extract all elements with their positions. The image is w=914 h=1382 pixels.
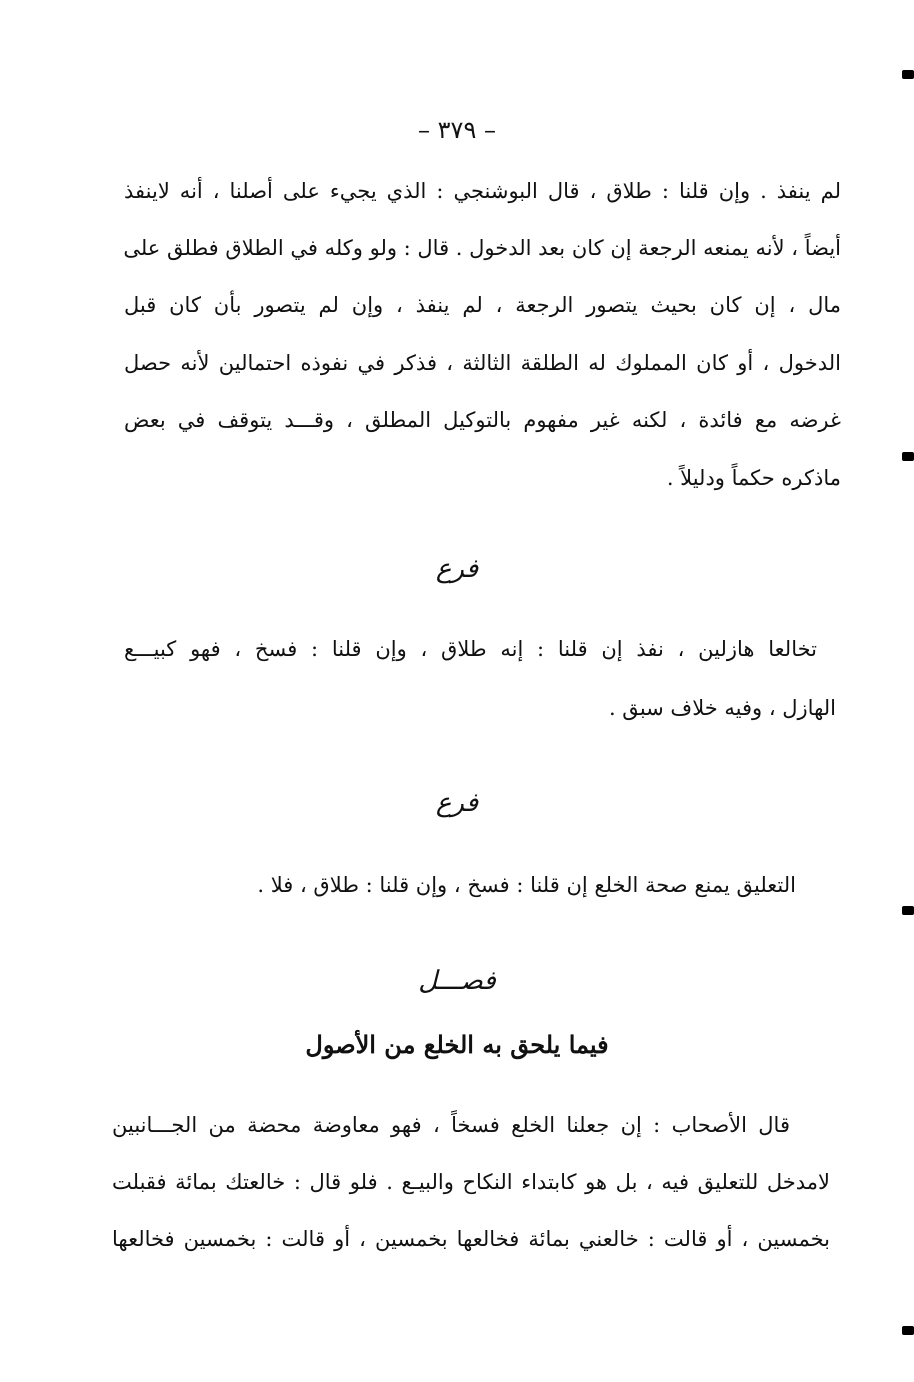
text-line: بخمسين ، أو قالت : خالعني بمائة فخالعها بخمسين ، أو قالت : بخمسين فخالعها bbox=[112, 1227, 830, 1251]
chapter-heading: فصـــل bbox=[418, 966, 496, 996]
text-line: مال ، إن كان بحيث يتصور الرجعة ، لم ينفذ ، وإن لم يتصور بأن كان قبل bbox=[124, 293, 841, 317]
text-line: أيضاً ، لأنه يمنعه الرجعة إن كان بعد الدخول . قال : ولو وكله في الطلاق فطلق على bbox=[123, 236, 841, 260]
text-line: لم ينفذ . وإن قلنا : طلاق ، قال البوشنجي : الذي يجيء على أصلنا ، أنه لاينفذ bbox=[124, 179, 841, 203]
text-line: التعليق يمنع صحة الخلع إن قلنا : فسخ ، وإن قلنا : طلاق ، فلا . bbox=[257, 873, 796, 897]
text-line: ماذكره حكماً ودليلاً . bbox=[666, 466, 841, 490]
text-line: الهازل ، وفيه خلاف سبق . bbox=[608, 696, 836, 720]
binding-mark bbox=[902, 906, 914, 915]
binding-mark bbox=[902, 70, 914, 79]
section-heading: فرع bbox=[435, 788, 479, 818]
text-line: لامدخل للتعليق فيه ، بل هو كابتداء النكاح والبيـع . فلو قال : خالعتك بمائة فقبلت bbox=[112, 1170, 830, 1194]
text-line: الدخول ، أو كان المملوك له الطلقة الثالثة ، فذكر في نفوذه احتمالين لأنه حصل bbox=[124, 351, 841, 375]
text-line: قال الأصحاب : إن جعلنا الخلع فسخاً ، فهو معاوضة محضة من الجـــانبين bbox=[112, 1113, 790, 1137]
binding-mark bbox=[902, 1326, 914, 1335]
chapter-title: فيما يلحق به الخلع من الأصول bbox=[305, 1030, 609, 1059]
page-number: – ٣٧٩ – bbox=[418, 116, 496, 144]
text-line: غرضه مع فائدة ، لكنه غير مفهوم بالتوكيل المطلق ، وقـــد يتوقف في بعض bbox=[124, 408, 841, 432]
binding-mark bbox=[902, 452, 914, 461]
section-heading: فرع bbox=[435, 554, 479, 584]
text-line: تخالعا هازلين ، نفذ إن قلنا : إنه طلاق ، وإن قلنا : فسخ ، فهو كبيـــع bbox=[124, 637, 817, 661]
